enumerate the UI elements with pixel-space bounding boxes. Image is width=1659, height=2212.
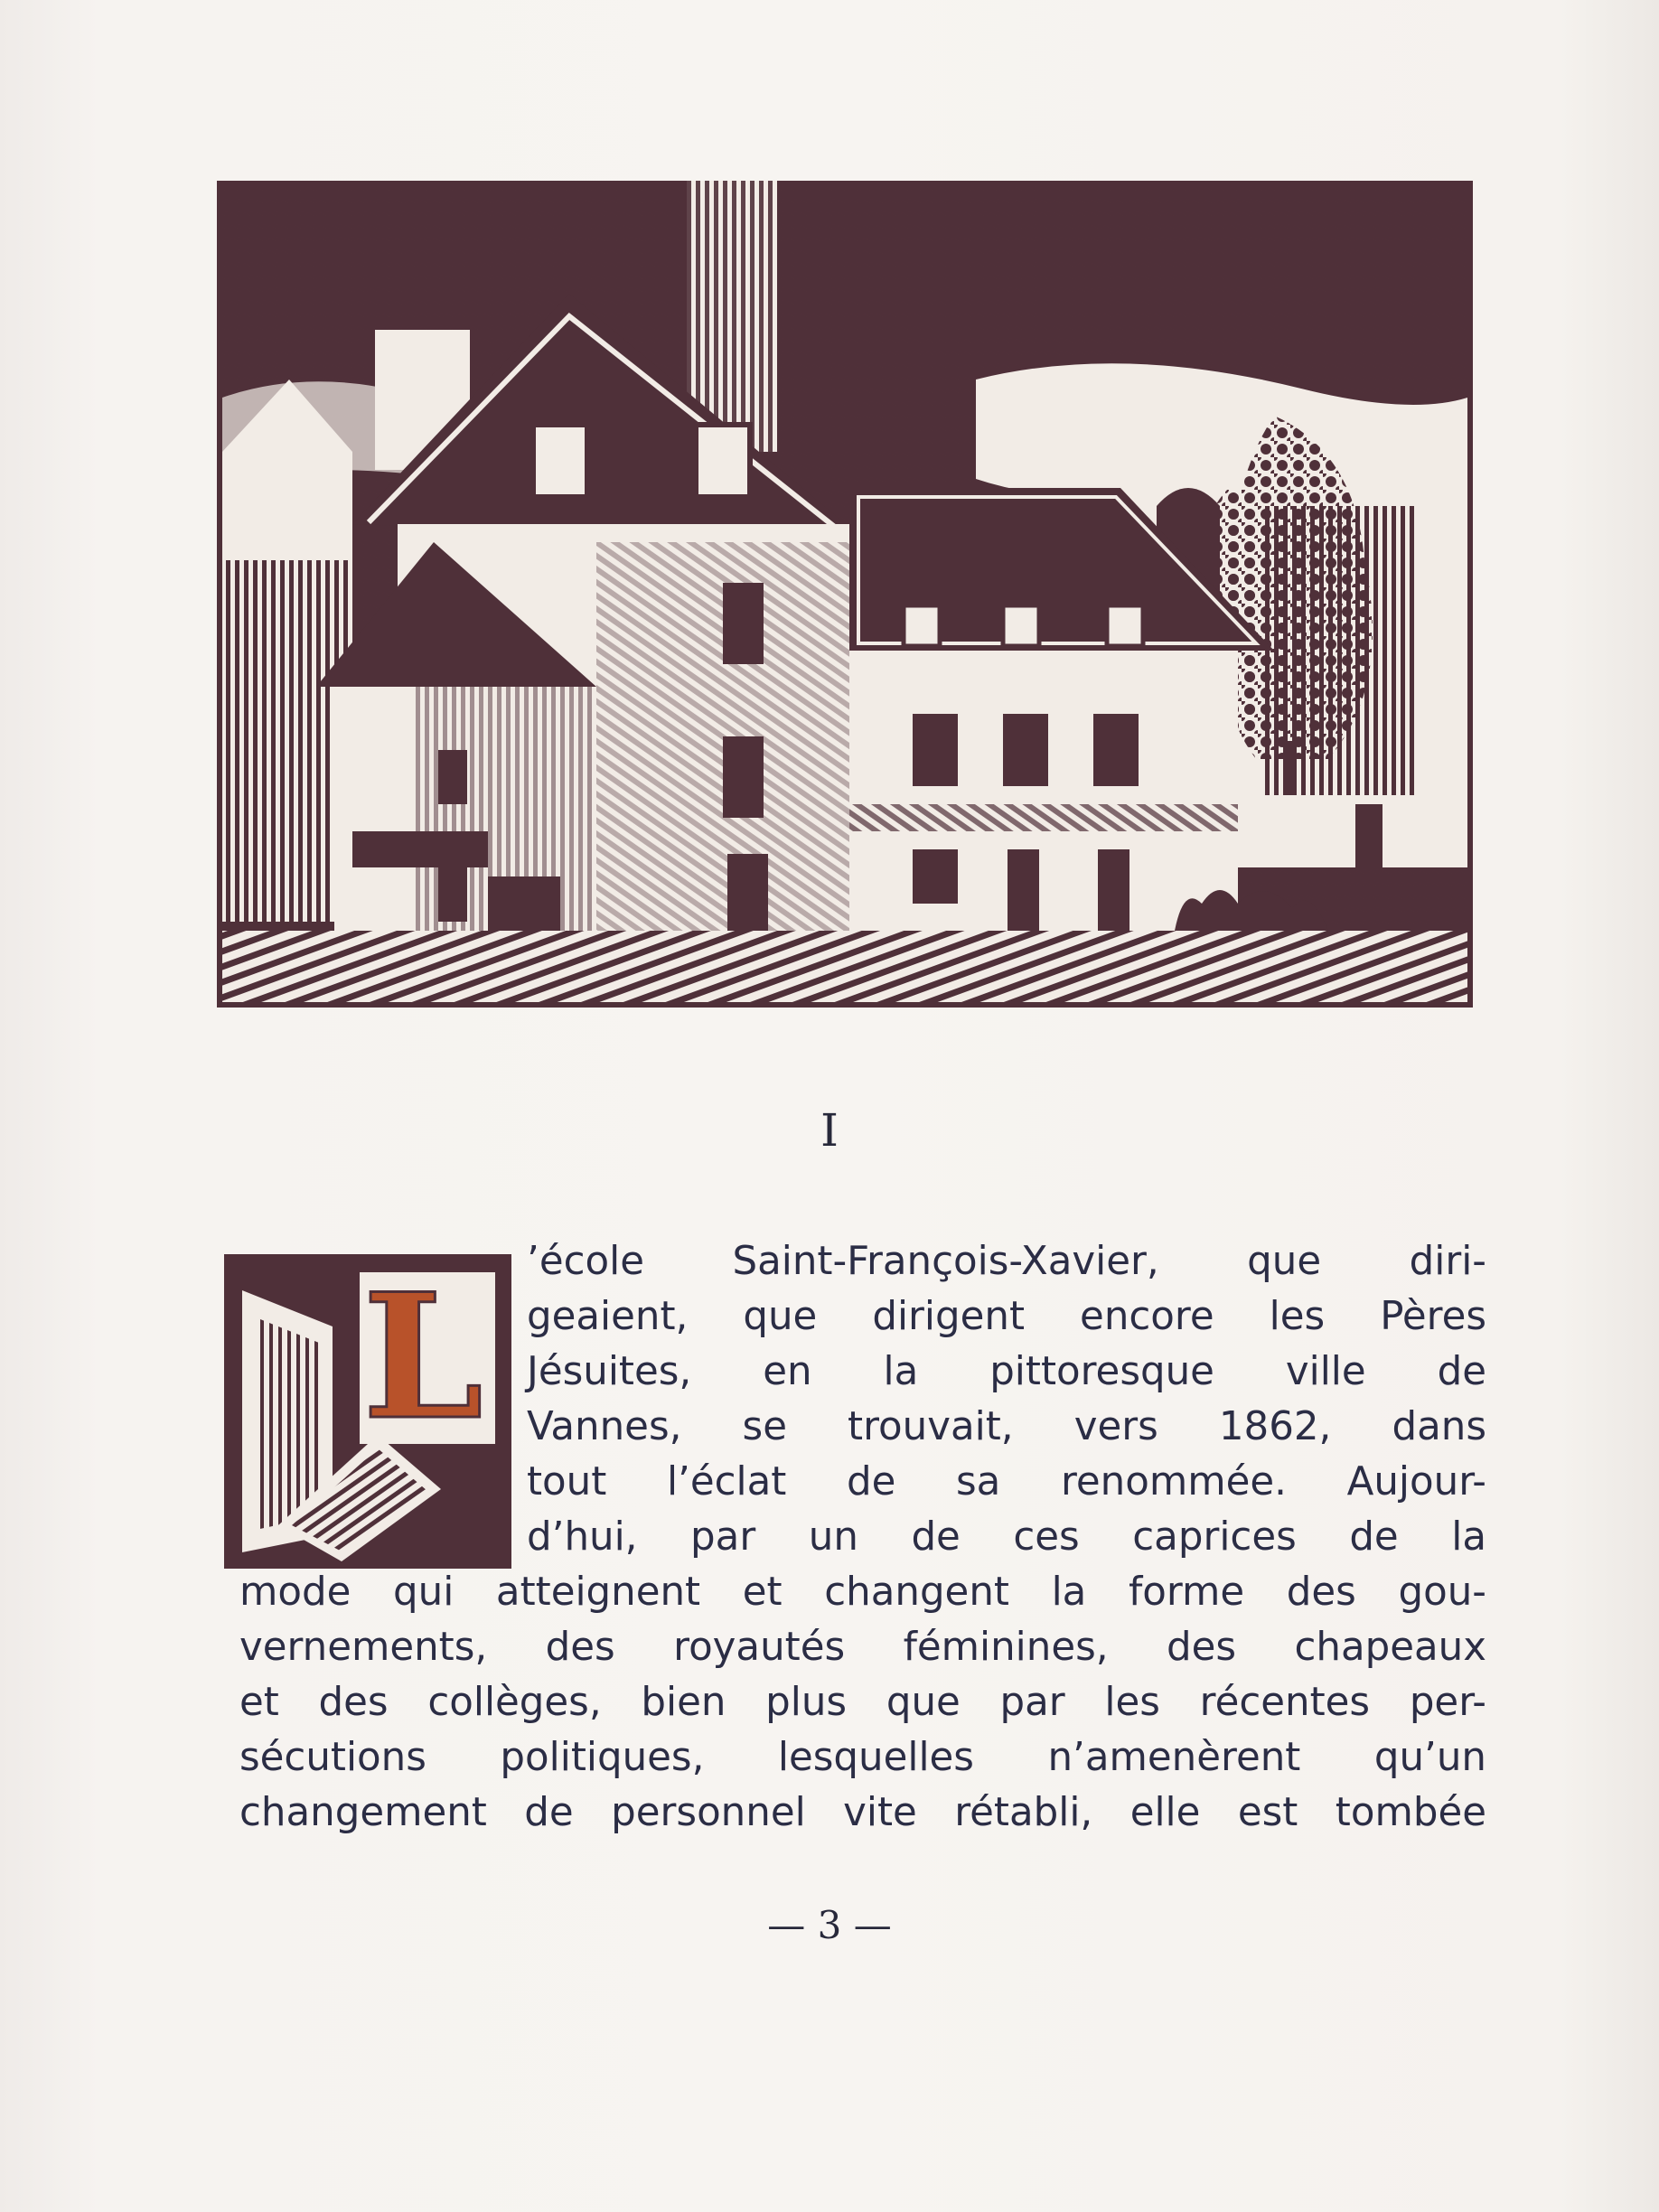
chapter-number: I [820,1104,839,1157]
text-line: vernements, des royautés féminines, des chapeaux [239,1625,1486,1670]
text-line: ’école Saint-François-Xavier, que diri- [527,1239,1486,1284]
page-number: — 3 — [767,1903,892,1947]
text-line: et des collèges, bien plus que par les récentes per- [239,1680,1486,1725]
woodcut-illustration [217,181,1473,1008]
text-line: d’hui, par un de ces caprices de la [527,1514,1486,1560]
body-text [239,1234,1486,1841]
text-line: tout l’éclat de sa renommée. Aujour- [527,1459,1486,1504]
text-line: mode qui atteignent et changent la forme des gou- [239,1570,1486,1615]
text-line: geaient, que dirigent encore les Pères [527,1294,1486,1339]
text-line: sécutions politiques, lesquelles n’amenèrent qu’un [239,1735,1486,1780]
text-line: changement de personnel vite rétabli, elle est tombée [239,1790,1486,1835]
dropcap-letter: L [362,1256,483,1457]
text-line: Vannes, se trouvait, vers 1862, dans [527,1404,1486,1449]
text-line: Jésuites, en la pittoresque ville de [527,1349,1486,1394]
